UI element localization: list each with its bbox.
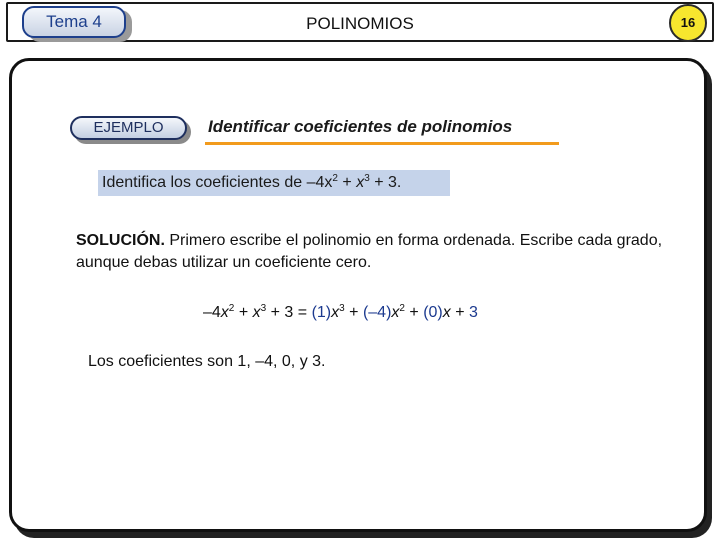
header-title: POLINOMIOS xyxy=(306,14,414,33)
problem-plus: + xyxy=(342,174,352,191)
eq-lhs-x2: x xyxy=(252,304,261,321)
eq-lhs-plus2: + 3 xyxy=(270,304,294,321)
eq-rhs-plus3: + xyxy=(455,304,465,321)
eq-lhs-coef: –4 xyxy=(203,304,221,321)
eq-lhs-x1: x xyxy=(220,304,229,321)
equation xyxy=(203,303,478,322)
eq-rhs-c1: (1) xyxy=(311,304,332,321)
eq-lhs-e1: 2 xyxy=(228,303,235,314)
problem-term2: x xyxy=(356,174,365,191)
example-title: Identificar coeficientes de polinomios xyxy=(208,117,513,136)
eq-rhs-plus2: + xyxy=(409,304,419,321)
eq-lhs-e2: 3 xyxy=(260,303,267,314)
solution-paragraph xyxy=(76,230,696,274)
page-number-badge: 16 xyxy=(669,4,707,42)
eq-lhs-plus1: + xyxy=(238,304,249,321)
problem-tail: + 3. xyxy=(374,174,402,191)
eq-rhs-c3: (0) xyxy=(423,304,443,321)
title-underline xyxy=(205,142,559,145)
eq-rhs-e1: 3 xyxy=(339,303,345,314)
problem-term2-exponent: 3 xyxy=(364,173,370,184)
eq-rhs-x3: x xyxy=(442,304,451,321)
eq-rhs-e2: 2 xyxy=(399,303,405,314)
problem-term1: –4x xyxy=(306,174,333,191)
eq-rhs-c2: (–4) xyxy=(362,304,392,321)
topic-badge: Tema 4 xyxy=(22,6,126,38)
problem-prefix: Identifica los coeficientes de xyxy=(102,174,303,191)
eq-rhs-x2: x xyxy=(391,304,400,321)
eq-rhs-x1: x xyxy=(331,304,340,321)
solution-text: Primero escribe el polinomio en forma ordenada. Escribe cada grado, aunque debas utilizar un coeficiente cero. xyxy=(76,232,663,271)
problem-term1-exponent: 2 xyxy=(332,173,338,184)
eq-equals: = xyxy=(297,304,308,321)
eq-rhs-c4: 3 xyxy=(469,304,478,321)
result-statement: Los coeficientes son 1, –4, 0, y 3. xyxy=(88,353,326,370)
eq-rhs-plus1: + xyxy=(349,304,359,321)
problem-statement xyxy=(102,173,401,192)
example-tag: EJEMPLO xyxy=(70,116,187,140)
solution-lead: SOLUCIÓN. xyxy=(76,232,165,249)
